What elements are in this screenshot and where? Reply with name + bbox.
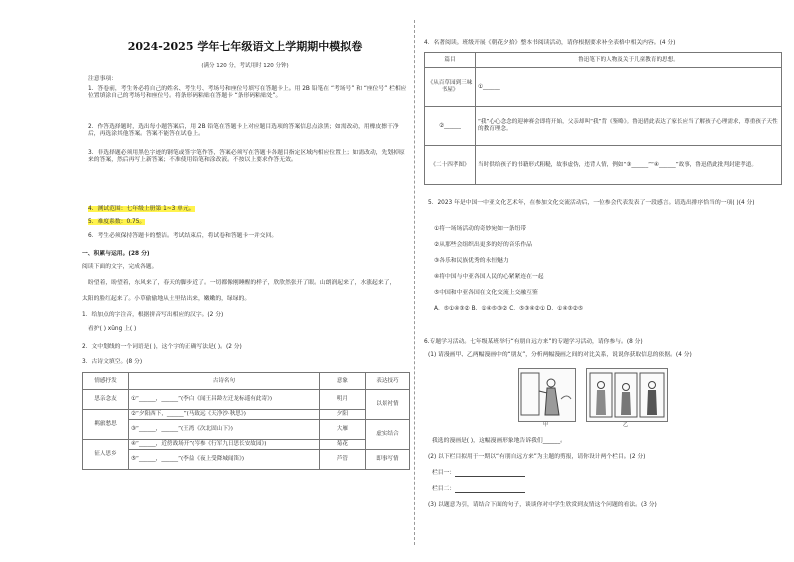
reading-intro: 阅读下面的文字，完成各题。 (82, 264, 158, 270)
question-5: 5．2023 年是中国一中亚文化艺术年，在参加文化交流活动后，一位参会代表发表了一段感言。请选出排序恰当的一项( )(4 分) (428, 200, 755, 206)
poem-cell-line: ③“______，______”(王湾《次北固山下》) (129, 419, 320, 439)
notice-3: 3．非选择题必须用黑色字迹的钢笔或签字笔作答，答案必须写在答题卡各题目指定区域内相应位置上；如需改动，先划掉原来的答案，然后再写上新答案；不准使用铅笔和涂改液。不按以上要求作答无效。 (88, 150, 405, 164)
cartoon-a-image (518, 368, 576, 422)
question-3: 3．古诗文填空。(8 分) (82, 359, 143, 365)
table-row (425, 146, 782, 185)
question-4: 4．名著阅读。班级开展《朝花夕拾》整本书阅读活动，请你根据要求补全表格中相关内容。(4 分) (424, 40, 676, 46)
question-6: 6.专题学习活动。七年级某班举行“有朋自远方来”的专题学习活动，请你参与。(8 分) (424, 339, 643, 345)
q6-fill-sentence: 我选的漫画是( )，这幅漫画形象地告诉我们______。 (432, 438, 566, 444)
poem-cell-technique: 以景衬情 (365, 390, 409, 420)
notice-6: 6．考生必须保持答题卡的整洁。考试结束后，将试卷和答题卡一并交回。 (88, 233, 278, 239)
notice-5 (88, 219, 145, 226)
q5-item-4: ④将中国与中亚各国人民的心紧紧连在一起 (434, 274, 544, 280)
poem-col-lines: 古诗名句 (129, 373, 320, 390)
column-2-label: 栏目二： (432, 486, 456, 492)
poem-cell-emotion: 羁旅愁思 (83, 410, 129, 440)
book-cell-title: ②______ (425, 107, 476, 146)
table-row (83, 410, 410, 420)
column-1-row (432, 470, 525, 477)
poem-table (82, 372, 410, 470)
poem-cell-image: 芦管 (319, 449, 365, 469)
notice-1: 1．答卷前，考生务必将自己的姓名、考生号、考场号和座位号填写在答题卡上。用 2B 铅笔在 “考场号” 和 “座位号” 栏相应位置填涂自己的考场号和座位号。将条形码粘贴在答题卡 “条形码粘贴处”。 (88, 86, 407, 100)
q5-item-1: ①将一场场活动的奇妙宛如一条纽带 (434, 226, 527, 232)
poem-cell-line: ⑤“______，______”(李益《夜上受降城闻笛》) (129, 449, 320, 469)
question-1-items: 看护( ) xūng 上( ) (88, 326, 137, 332)
question-6-1: (1) 请漫画甲、乙两幅漫画中的“朋友”，分析两幅漫画之间的对比关系，说说你获取信息的依据。(4 分) (428, 352, 692, 358)
q5-item-2: ②从那些会组织出更多的好的音乐作品 (434, 242, 532, 248)
book-cell-content: “我”心心念念的迎神赛会即将开始，父亲却叫“我”背《鉴略》。鲁迅借此表达了家长应当了解孩子心理需求，尊重孩子天性的教育理念。 (476, 107, 782, 146)
column-2-row (432, 486, 525, 493)
book-col-content: 鲁迅笔下的人物及关于儿童教育的思想。 (476, 53, 782, 68)
notice-4 (88, 206, 195, 213)
poem-cell-emotion: 征人思乡 (83, 439, 129, 469)
poem-col-technique: 表达技巧 (365, 373, 409, 390)
table-row (83, 390, 410, 410)
cartoon-b-image (586, 368, 668, 422)
column-1-answer-line[interactable] (455, 471, 525, 477)
notice-4-text: 4．测试范围：七年级上册第 1~3 单元。 (88, 206, 195, 212)
poem-cell-technique: 虚实结合 (365, 419, 409, 449)
question-6-2: (2) 以下栏目拟用于一期以“有朋自远方来”为主题的剪报，请你设计两个栏目。(2 分) (428, 454, 646, 460)
exam-title: 2024-2025 学年七年级语文上学期期中模拟卷 (127, 40, 363, 53)
exam-subtitle: (满分 120 分，考试用时 120 分钟) (201, 63, 289, 69)
book-cell-content: 当时供给孩子的书籍形式粗糙，故事虚伪，违背人情，例如“③______”“④______”故事，鲁迅借此批判封建孝道。 (476, 146, 782, 185)
poem-cell-image: 夕阳 (319, 410, 365, 420)
notice-heading: 注意事项： (88, 76, 117, 82)
table-row (83, 439, 410, 449)
poem-cell-image: 明月 (319, 390, 365, 410)
table-row (83, 419, 410, 439)
book-table (424, 52, 782, 185)
table-row (425, 68, 782, 107)
notice-5-text: 5．难度系数：0.75。 (88, 219, 146, 225)
poem-cell-image: 大雁 (319, 419, 365, 439)
cartoon-b-label: 乙 (623, 422, 629, 428)
poem-cell-line: ②“夕阳西下，______”(马致远《天净沙·秋思》) (129, 410, 320, 420)
poem-cell-technique: 即事写情 (365, 449, 409, 469)
question-1: 1．给加点的字注音，根据拼音写出相应的汉字。(2 分) (82, 312, 224, 318)
poem-cell-line: ④“______，近傍战场开”(岑参《行军九日思长安故园》) (129, 439, 320, 449)
section-1-title: 一、积累与运用。(28 分) (82, 251, 150, 257)
column-1-label: 栏目一： (432, 470, 456, 476)
question-6-3: (3) 以题意为引，请结合下面的句子，谈谈你对中学生欣赏到友情这个问题的看法。(3 分) (428, 502, 657, 508)
column-divider (414, 20, 415, 545)
poem-cell-line: ①“______，______”(李白《闻王昌龄左迁龙标遥有此寄》) (129, 390, 320, 410)
notice-2: 2．作答选择题时，选出每小题答案后，用 2B 铅笔在答题卡上对应题目选项的答案信息点涂黑；如需改动，用橡皮擦干净后，再选涂其他答案。答案不能答在试卷上。 (88, 124, 399, 138)
passage-line-1: 盼望着，盼望着，东风来了，春天的脚步近了。一切都像刚睡醒的样子，欣欣然张开了眼。山朗润起来了，水涨起来了， (88, 280, 396, 286)
poem-cell-emotion: 思亲念友 (83, 390, 129, 410)
book-cell-title: 《从百草园到三味书屋》 (425, 68, 476, 107)
cartoon-a-drawing (519, 369, 575, 421)
cartoon-a-label: 甲 (543, 422, 549, 428)
poem-table-header (83, 373, 410, 390)
passage-line-2: 太阳的脸红起来了。小草偷偷地从土里钻出来，嫩嫩的，绿绿的。 (82, 296, 251, 302)
q5-options: A．⑤①④③② B．①④⑤③② C．⑤③④②① D．①④③②⑤ (434, 306, 584, 312)
table-row (425, 107, 782, 146)
book-cell-content: ①______ (476, 68, 782, 107)
table-row (83, 449, 410, 469)
cartoon-b-drawing (587, 369, 667, 421)
q5-item-5: ⑤中国和中亚各国在文化交流上交融互鉴 (434, 290, 538, 296)
poem-cell-image: 菊花 (319, 439, 365, 449)
book-cell-title: 《二十四孝图》 (425, 146, 476, 185)
book-col-title: 篇目 (425, 53, 476, 68)
poem-col-emotion: 情感抒发 (83, 373, 129, 390)
question-2: 2．文中划线的一个词语是( )，这个字的正确写法是( )。(2 分) (82, 344, 242, 350)
poem-col-image: 意象 (319, 373, 365, 390)
q5-item-3: ③各乐和民族优秀的永恒魅力 (434, 258, 509, 264)
column-2-answer-line[interactable] (455, 487, 525, 493)
book-table-header (425, 53, 782, 68)
